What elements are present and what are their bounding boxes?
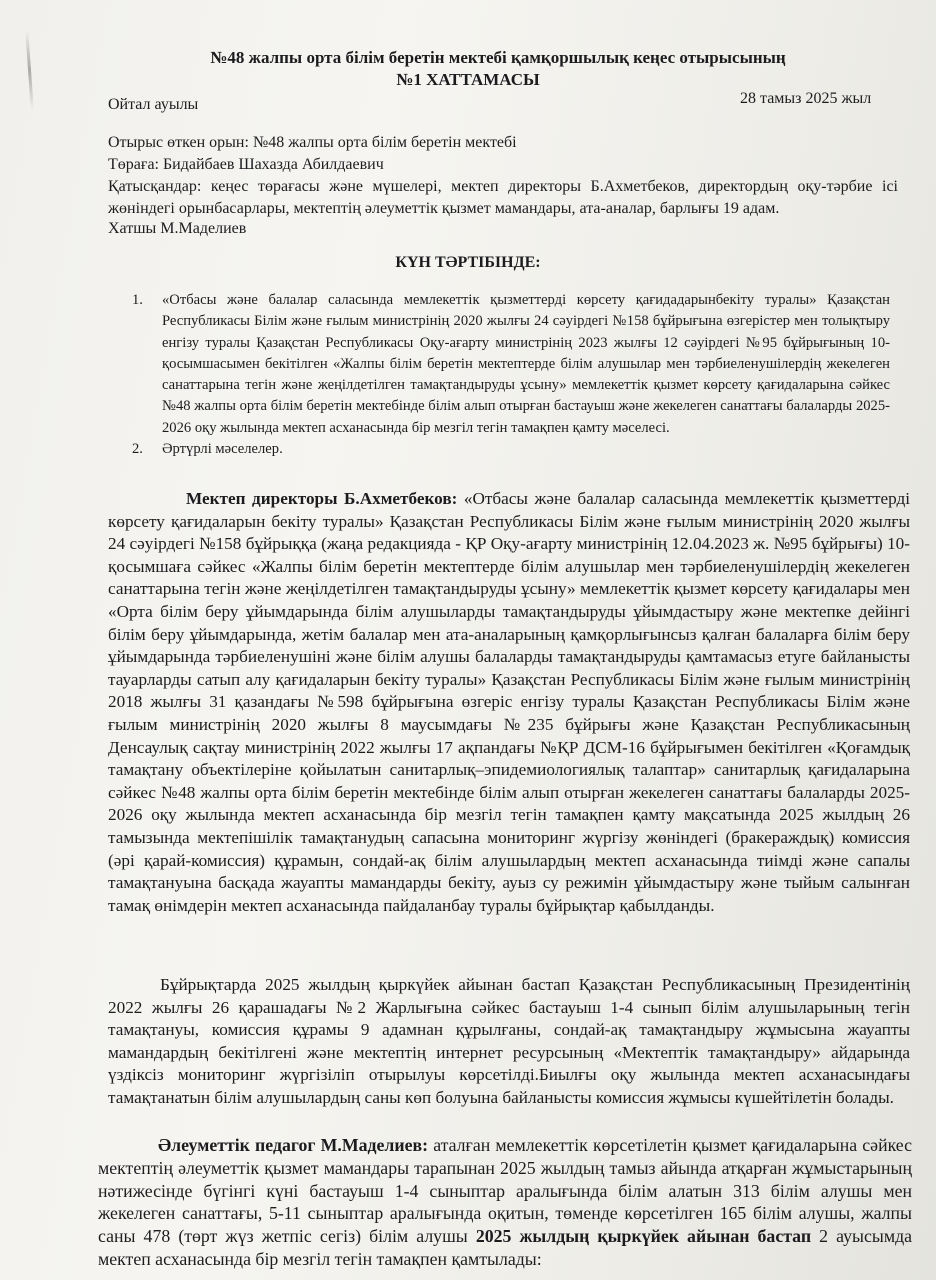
place: Ойтал ауылы [108,96,199,113]
agenda-title: КҮН ТӘРТІБІНДЕ: [395,254,541,271]
speaker-director: Мектеп директоры Б.Ахметбеков: [186,489,458,508]
agenda-item-number: 1. [132,292,143,308]
meta-chair: Төраға: Бидайбаев Шахазда Абилдаевич [108,156,384,173]
speaker-social-pedagogue: Әлеуметтік педагог М.Маделиев: [158,1135,429,1155]
meta-participants: Қатысқандар: кеңес төрағасы және мүшелері, мектеп директоры Б.Ахметбеков, директордың оқу-тәрбие ісі жөніндегі орынбасарлары, мектептің әлеуметтік қызмет мамандары, ата-аналар, барлығы 19 адам. [108,178,898,217]
agenda-item-text: «Отбасы және балалар саласында мемлекеттік қызметтерді көрсету қағидадарынбекіту туралы» Қазақстан Республикасы Білім және ғылым министрінің 2020 жылғы 24 сәуірдегі №158 бұйрығына өзгерістер мен толықтыру енгізу туралы Қазақстан Республикасы Оқу-ағарту министрінің 2023 жылғы 12 сәуірдегі №95 бұйрығының 10-қосымшасымен бекітілген «Жалпы білім беретін мектептерде білім алушылар мен тәрбиеленушілердің жекелеген санаттарына тегін және жеңілдетілген тамақтандыруды ұсыну» мемлекеттік қызмет көрсету қағидаларына сәйкес №48 жалпы орта білім беретін мектебінде білім алып отырған бастауыш және жекелеген санаттағы балаларды 2025-2026 оқу жылында мектеп асханасында бір мезгіл тегін тамақпен қамту мәселесі. [162,292,890,436]
paragraph-orders: Бұйрықтарда 2025 жылдың қыркүйек айынан бастап Қазақстан Республикасының Президентінің 2022 жылғы 26 қарашадағы №2 Жарлығына сәйкес бастауыш 1-4 сынып білім алушыларының тегін тамақтануы, комиссия құрамы 9 адамнан құрылғаны, сондай-ақ тамақтандыру жұмысына жауапты мамандардың бекітілгені және мектептің интернет ресурсының «Мектептік тамақтандыру» айдарында үздіксіз мониторинг жүргізіліп отырылуы көрсетілді.Биылғы оқу жылында мектеп асханасындағы тамақтанатын білім алушылардың саны көп болуына байланысты комиссия жұмысы күшейтілетін болады. [108,975,910,1107]
document-title: №48 жалпы орта білім беретін мектебі қамқоршылық кеңес отырысының [210,48,786,67]
protocol-number: №1 ХАТТАМАСЫ [396,70,540,89]
agenda-item-text: Әртүрлі мәселелер. [162,441,283,458]
paragraph-director-text: «Отбасы және балалар саласында мемлекеттік қызметтерді көрсету қағидаларын бекіту туралы» Қазақстан Республикасы Білім және ғылым министрінің 2020 жылғы 24 сәуірдегі №158 бұйрыққа (жаңа редакцияда - ҚР Оқу-ағарту министрінің 12.04.2023 ж. №95 бұйрығы) 10-қосымшаға сәйкес «Жалпы білім беретін мектептерде білім алушылар мен тәрбиеленушілердің жекелеген санаттарына тегін және жеңілдетілген тамақтандыруды ұсыну» мемлекеттік қызмет көрсету қағидалары мен «Орта білім беру ұйымдарында білім алушыларды тамақтандыруды ұйымдастыру және мектепке дейінгі білім беру ұйымдарында, жетім балалар мен ата-аналарының қамқорлығынсыз қалған балаларға білім беру ұйымдарында тәрбиеленушіні және білім алушы балаларды тамақтандыруды қамтамасыз етуге байланысты тауарларды сатып алу қағидаларын бекіту туралы» Қазақстан Республикасы Білім және ғылым министрінің 2018 жылғы 31 қазандағы №598 бұйрығына өзгеріс енгізу туралы Қазақстан Республикасы Білім және ғылым министрінің 2020 жылғы 8 маусымдағы №235 бұйрығы және Қазақстан Республикасының Денсаулық сақтау министрінің 2022 жылғы 17 ақпандағы №ҚР ДСМ-16 бұйрығымен бекітілген «Қоғамдық тамақтану объектілеріне қойылатын санитарлық–эпидемиологиялық талаптар» санитарлық қағидаларына сәйкес №48 жалпы орта білім беретін мектебінде білім алып отырған жекелеген санаттағы балаларды 2025-2026 оқу жылында мектеп асханасында бір мезгіл тегін тамақпен қамту мақсатында 2025 жылдың 26 тамызында мектепішілік тамақтанудың сапасына мониторинг жүргізу жөніндегі (бракераждық) комиссия (әрі қарай-комиссия) құрамын, сондай-ақ білім алушылардың мектеп асханасында тиімді және сапалы тамақтануына басқада жауапты мамандарды бекіту, ауыз су режимін ұйымдастыру және тыйым салынған тамақ өнімдерін мектеп асханасында пайдаланбау туралы бұйрықтар қабылданды. [108,489,910,915]
agenda-item [132,290,890,439]
paragraph-social-text-a: аталған мемлекеттік көрсетілетін қызмет қағидаларына сәйкес мектептің әлеуметтік қызмет мамандары тарапынан 2025 жылдың тамыз айында атқарған жұмыстарының нәтижесінде бүгінгі күні бастауыш 1-4 сыныптар аралығында білім алатын 313 білім алушы мен жекелеген санаттағы, 5-11 сыныптар аралығында оқитын, төменде көрсетілген 165 білім алушы, жалпы саны 478 (төрт жүз жетпіс сегіз) білім алушы [98,1135,913,1247]
date: 28 тамыз 2025 жыл [740,90,872,107]
paragraph-director [108,488,910,917]
agenda-list [132,290,890,460]
paragraph-social-pedagogue [98,1134,912,1271]
paragraph-social-bold: 2025 жылдың қыркүйек айынан бастап [475,1226,812,1247]
meta-secretary: Хатшы М.Мaделиев [108,220,247,237]
agenda-item [132,439,890,460]
agenda-item-number: 2. [132,441,143,458]
meta-venue: Отырыс өткен орын: №48 жалпы орта білім беретін мектебі [108,134,517,151]
paragraph-social-text-b: 2 ауысымда мектеп асханасында бір мезгіл тегін тамақпен қамтылады: [98,1226,913,1269]
